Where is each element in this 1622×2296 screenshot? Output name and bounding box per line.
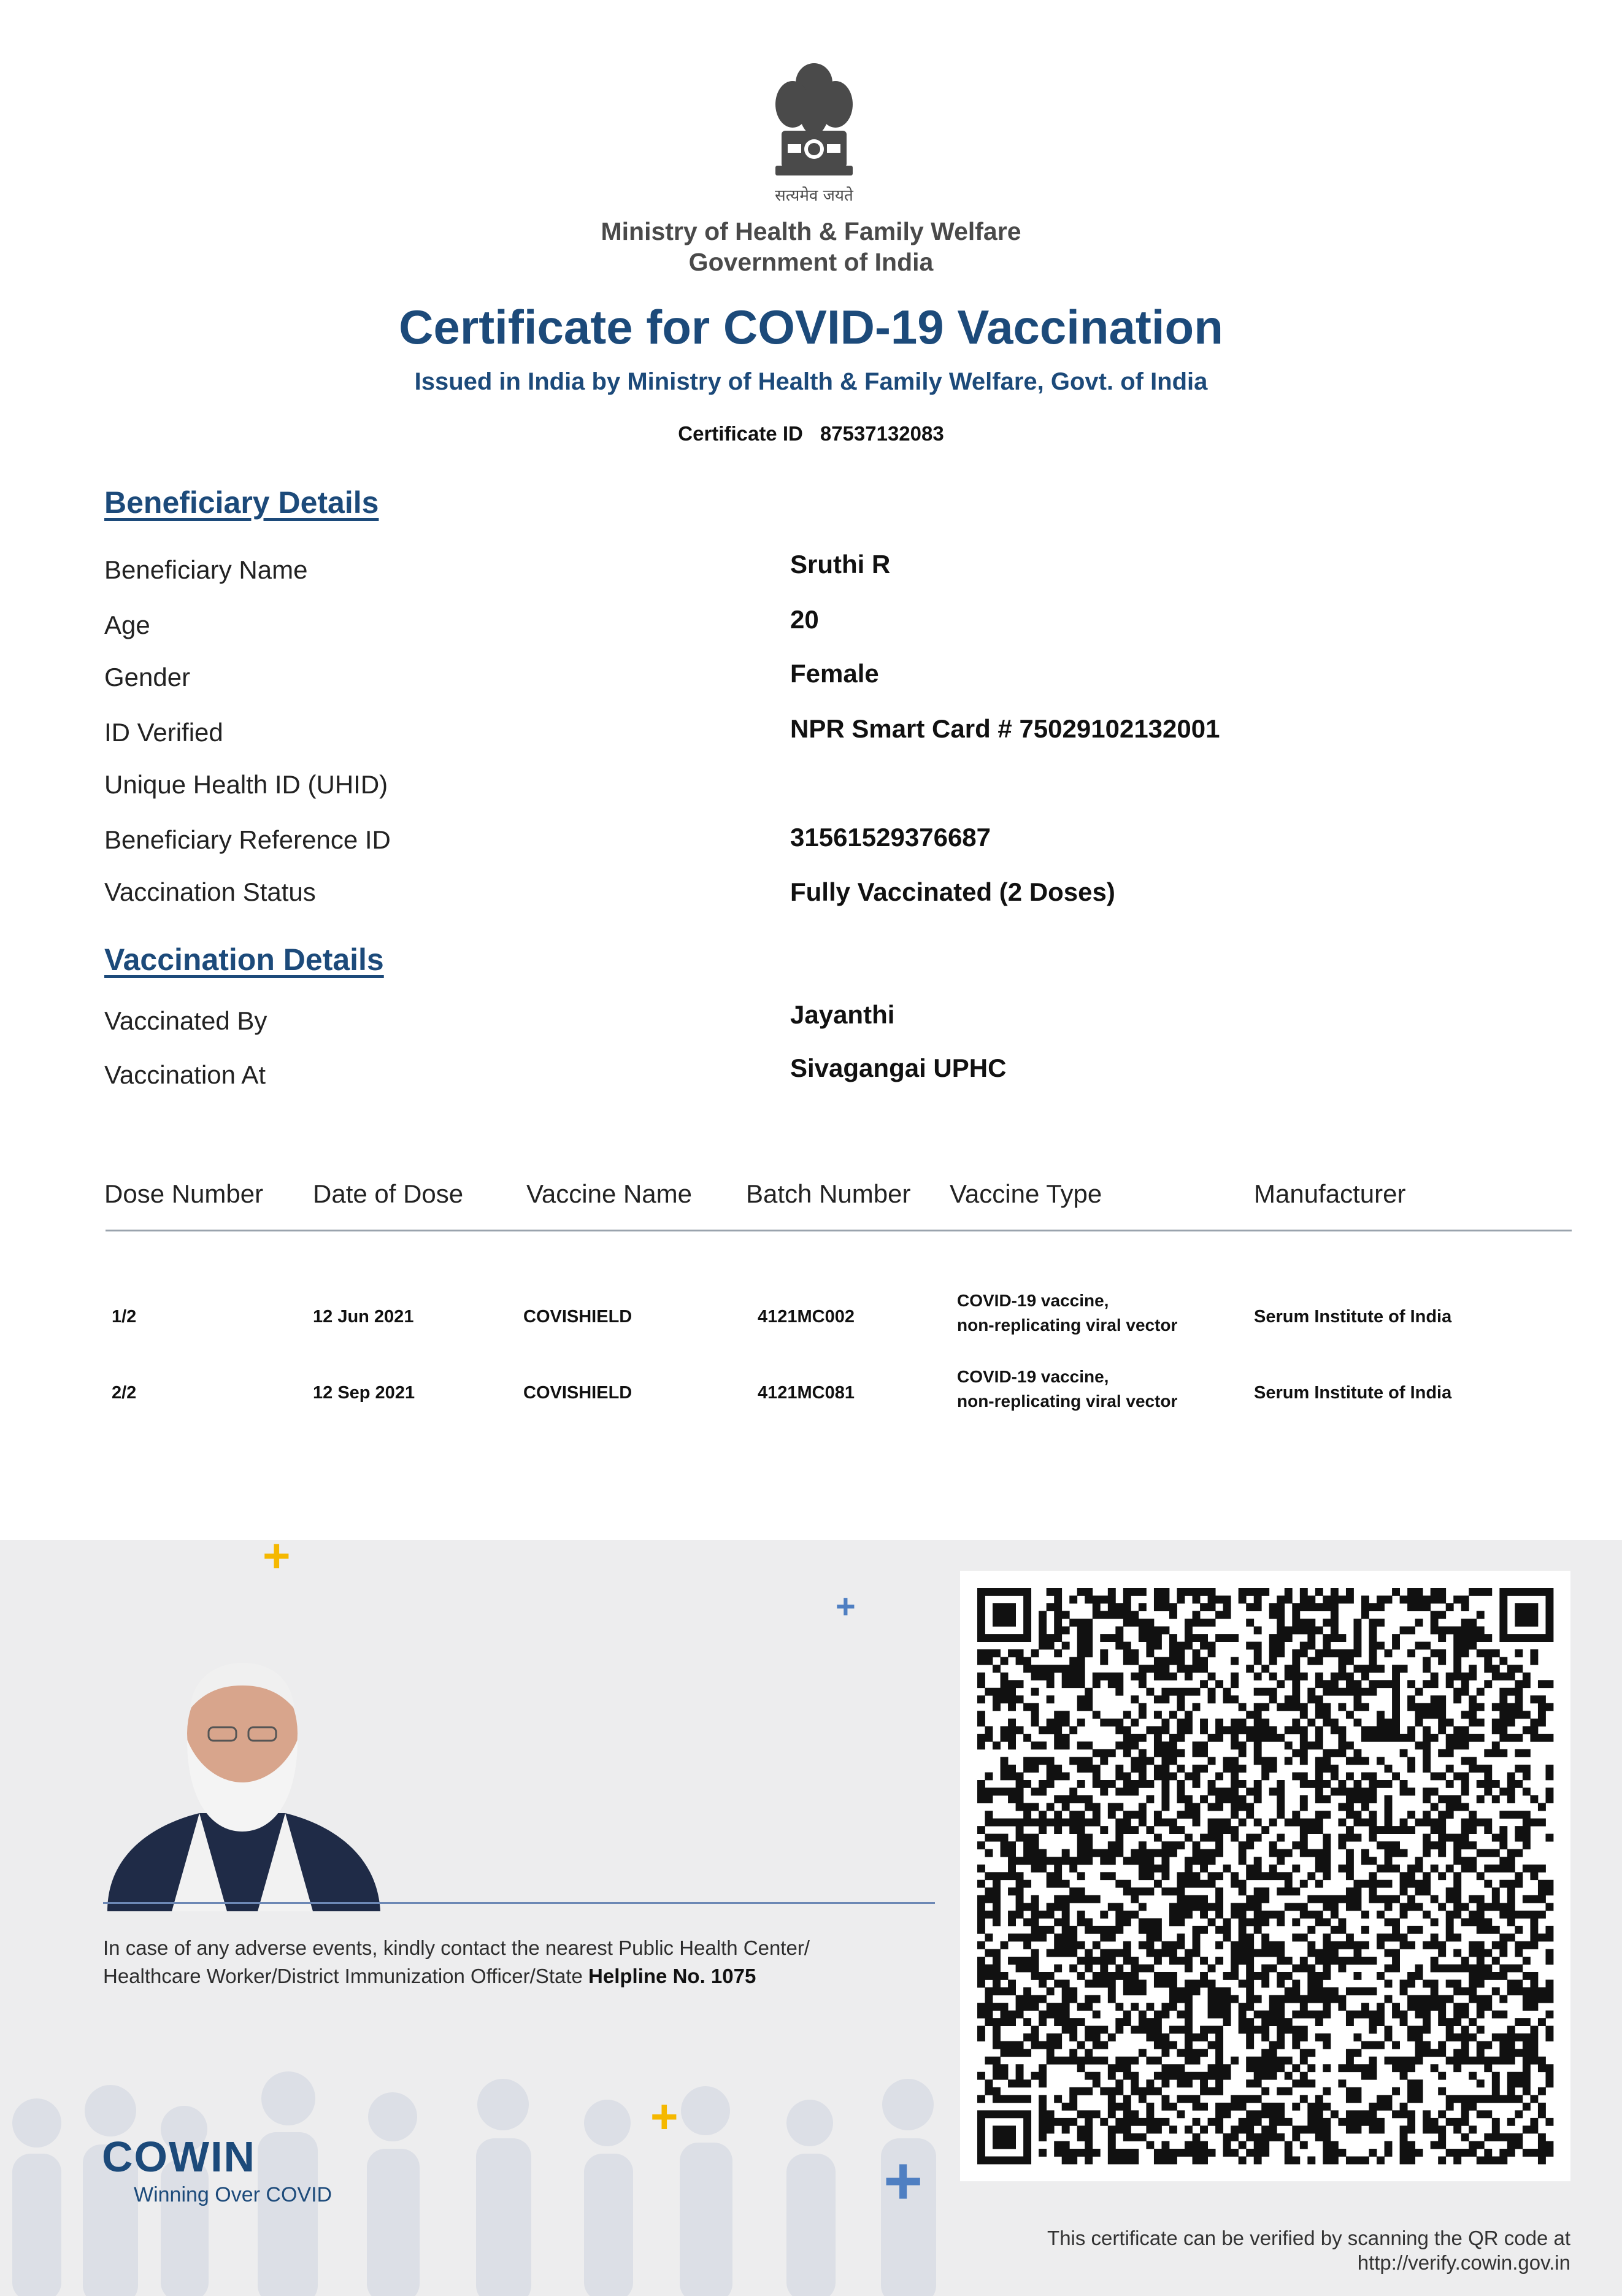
manufacturer-cell: Serum Institute of India bbox=[1254, 1383, 1452, 1403]
certificate-id bbox=[0, 422, 1622, 445]
column-header-manufacturer: Manufacturer bbox=[1254, 1179, 1406, 1208]
vaccination-details-heading: Vaccination Details bbox=[104, 942, 384, 977]
age-label: Age bbox=[104, 611, 150, 639]
column-header-date-of-dose: Date of Dose bbox=[313, 1179, 464, 1208]
plus-icon: + bbox=[263, 1540, 291, 1582]
vaccine-name-cell: COVISHIELD bbox=[523, 1307, 632, 1327]
verification-note bbox=[1047, 2226, 1570, 2275]
vaccine-type-line-1: COVID-19 vaccine, bbox=[957, 1367, 1109, 1386]
column-header-batch-number: Batch Number bbox=[746, 1179, 911, 1208]
qr-code bbox=[960, 1571, 1570, 2181]
column-header-vaccine-name: Vaccine Name bbox=[526, 1179, 693, 1208]
id-verified-value: NPR Smart Card # 75029102132001 bbox=[790, 714, 1220, 743]
certificate-id-value: 87537132083 bbox=[820, 422, 944, 445]
dose-number-cell: 2/2 bbox=[112, 1383, 137, 1403]
vaccinated-by-value: Jayanthi bbox=[790, 1000, 895, 1029]
beneficiary-details-heading: Beneficiary Details bbox=[104, 485, 379, 520]
certificate-id-label: Certificate ID bbox=[678, 422, 803, 445]
national-emblem-icon bbox=[768, 58, 860, 209]
ministry-name bbox=[0, 216, 1622, 277]
batch-number-cell: 4121MC002 bbox=[758, 1307, 855, 1327]
cowin-tagline: Winning Over COVID bbox=[134, 2183, 332, 2206]
vaccination-at-value: Sivagangai UPHC bbox=[790, 1054, 1007, 1082]
beneficiary-name-label: Beneficiary Name bbox=[104, 555, 308, 584]
gender-value: Female bbox=[790, 659, 879, 688]
vaccine-name-cell: COVISHIELD bbox=[523, 1383, 632, 1403]
helpline-number: Helpline No. 1075 bbox=[588, 1965, 756, 1987]
reference-id-value: 31561529376687 bbox=[790, 823, 991, 852]
plus-icon: + bbox=[836, 1587, 856, 1625]
vaccination-status-value: Fully Vaccinated (2 Doses) bbox=[790, 877, 1115, 906]
reference-id-label: Beneficiary Reference ID bbox=[104, 825, 391, 854]
beneficiary-name-value: Sruthi R bbox=[790, 550, 891, 579]
ministry-line-1: Ministry of Health & Family Welfare bbox=[601, 217, 1021, 245]
emblem-motto: सत्यमेव जयते bbox=[775, 187, 853, 205]
verify-line-1: This certificate can be verified by scanning the QR code at bbox=[1047, 2227, 1570, 2249]
plus-icon: + bbox=[650, 2089, 678, 2143]
column-header-dose-number: Dose Number bbox=[104, 1179, 264, 1208]
cowin-logo: COWIN bbox=[102, 2133, 256, 2181]
adverse-events-notice bbox=[103, 1934, 962, 1990]
id-verified-label: ID Verified bbox=[104, 718, 223, 747]
vaccine-type-cell bbox=[957, 1365, 1177, 1414]
vaccinated-by-label: Vaccinated By bbox=[104, 1006, 267, 1035]
qr-code-container bbox=[960, 1571, 1570, 2181]
advisory-line-1: In case of any adverse events, kindly contact the nearest Public Health Center/ bbox=[103, 1936, 810, 1959]
ministry-line-2: Government of India bbox=[688, 248, 934, 276]
vaccine-type-line-1: COVID-19 vaccine, bbox=[957, 1291, 1109, 1310]
plus-icon: + bbox=[883, 2143, 923, 2219]
manufacturer-cell: Serum Institute of India bbox=[1254, 1307, 1452, 1327]
certificate-title: Certificate for COVID-19 Vaccination bbox=[399, 300, 1223, 354]
age-value: 20 bbox=[790, 605, 819, 634]
table-header-divider bbox=[106, 1230, 1572, 1231]
footer-panel bbox=[0, 1540, 1622, 2296]
vaccination-at-label: Vaccination At bbox=[104, 1060, 266, 1089]
vaccine-type-line-2: non-replicating viral vector bbox=[957, 1392, 1178, 1411]
date-cell: 12 Sep 2021 bbox=[313, 1383, 415, 1403]
gender-label: Gender bbox=[104, 663, 191, 691]
column-header-vaccine-type: Vaccine Type bbox=[950, 1179, 1102, 1208]
uhid-label: Unique Health ID (UHID) bbox=[104, 770, 388, 799]
qr-modules bbox=[977, 1588, 1553, 2164]
verify-line-2: http://verify.cowin.gov.in bbox=[1357, 2251, 1570, 2274]
vaccine-type-line-2: non-replicating viral vector bbox=[957, 1316, 1178, 1335]
quote-divider bbox=[103, 1902, 935, 1904]
vaccine-type-cell bbox=[957, 1289, 1177, 1338]
advisory-line-2: Healthcare Worker/District Immunization Officer/State bbox=[103, 1965, 583, 1987]
portrait-photo bbox=[101, 1647, 386, 1911]
dose-number-cell: 1/2 bbox=[112, 1307, 137, 1327]
date-cell: 12 Jun 2021 bbox=[313, 1307, 414, 1327]
certificate-subtitle: Issued in India by Ministry of Health & Family Welfare, Govt. of India bbox=[414, 368, 1208, 395]
batch-number-cell: 4121MC081 bbox=[758, 1383, 855, 1403]
vaccination-status-label: Vaccination Status bbox=[104, 877, 316, 906]
